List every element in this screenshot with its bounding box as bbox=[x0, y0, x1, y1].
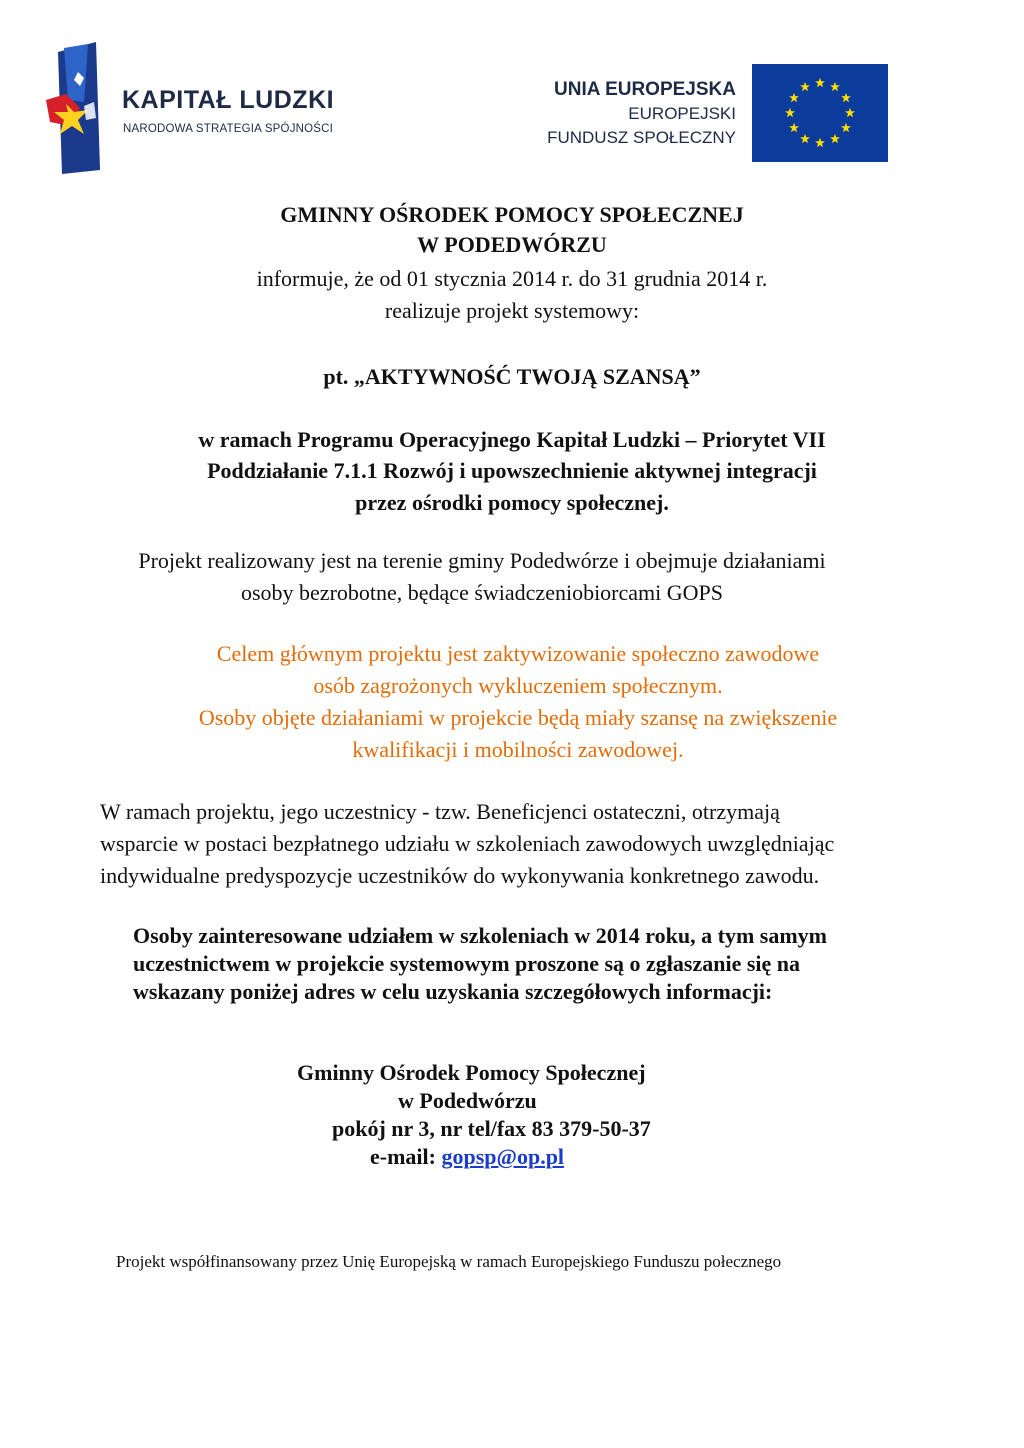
address-line2: w Podedwórzu bbox=[398, 1088, 537, 1113]
org-name-line1: GMINNY OŚRODEK POMOCY SPOŁECZNEJ bbox=[280, 202, 744, 227]
eu-logo-line3: FUNDUSZ SPOŁECZNY bbox=[547, 128, 736, 147]
goal-line1: Celem głównym projektu jest zaktywizowanie społeczno zawodowe bbox=[216, 641, 820, 666]
email-link[interactable]: gopsp@op.pl bbox=[441, 1144, 565, 1169]
eu-logo-line2: EUROPEJSKI bbox=[628, 104, 736, 123]
eu-logo-text bbox=[547, 78, 736, 150]
goal-line3: Osoby objęte działaniami w projekcie będą miały szansę na zwiększenie bbox=[198, 705, 838, 730]
address-line3: pokój nr 3, nr tel/fax 83 379-50-37 bbox=[332, 1116, 651, 1141]
support-line1: W ramach projektu, jego uczestnicy - tzw. Beneficjenci ostateczni, otrzymają bbox=[100, 799, 780, 824]
support-line2: wsparcie w postaci bezpłatnego udziału w szkoleniach zawodowych uwzględniając bbox=[100, 831, 835, 856]
org-name-line2: W PODEDWÓRZU bbox=[417, 232, 607, 257]
address-email-row bbox=[370, 1144, 564, 1170]
area-line1: Projekt realizowany jest na terenie gminy Podedwórze i obejmuje działaniami bbox=[138, 548, 826, 573]
kapital-ludzki-emblem-icon bbox=[44, 42, 120, 174]
program-line3: przez ośrodki pomocy społecznej. bbox=[355, 490, 669, 515]
eu-logo-line1: UNIA EUROPEJSKA bbox=[554, 79, 736, 100]
goal-line4: kwalifikacji i mobilności zawodowej. bbox=[352, 737, 684, 762]
kapital-ludzki-subtitle: NARODOWA STRATEGIA SPÓJNOŚCI bbox=[123, 123, 334, 135]
email-label: e-mail: bbox=[370, 1144, 436, 1169]
project-name: pt. „AKTYWNOŚĆ TWOJĄ SZANSĄ” bbox=[323, 364, 701, 389]
invitation-line3: wskazany poniżej adres w celu uzyskania szczegółowych informacji: bbox=[133, 979, 773, 1004]
program-line2: Poddziałanie 7.1.1 Rozwój i upowszechnienie aktywnej integracji bbox=[207, 458, 817, 483]
invitation-line2: uczestnictwem w projekcie systemowym proszone są o zgłaszanie się na bbox=[133, 951, 801, 976]
invitation-line1: Osoby zainteresowane udziałem w szkoleniach w 2014 roku, a tym samym bbox=[133, 923, 828, 948]
kapital-ludzki-title: KAPITAŁ LUDZKI bbox=[122, 86, 335, 114]
footer-note: Projekt współfinansowany przez Unię Europejską w ramach Europejskiego Funduszu połecznego bbox=[116, 1252, 782, 1271]
goal-line2: osób zagrożonych wykluczeniem społecznym. bbox=[313, 673, 723, 698]
info-project-line: realizuje projekt systemowy: bbox=[384, 298, 640, 323]
address-line1: Gminny Ośrodek Pomocy Społecznej bbox=[297, 1060, 646, 1085]
area-line2: osoby bezrobotne, będące świadczeniobiorcami GOPS bbox=[240, 580, 724, 605]
support-line3: indywidualne predyspozycje uczestników do wykonywania konkretnego zawodu. bbox=[100, 863, 820, 888]
eu-flag-icon bbox=[752, 64, 888, 162]
kapital-ludzki-logo bbox=[44, 42, 335, 174]
program-line1: w ramach Programu Operacyjnego Kapitał Ludzki – Priorytet VII bbox=[198, 427, 826, 452]
info-date-line: informuje, że od 01 stycznia 2014 r. do 31 grudnia 2014 r. bbox=[256, 266, 768, 291]
